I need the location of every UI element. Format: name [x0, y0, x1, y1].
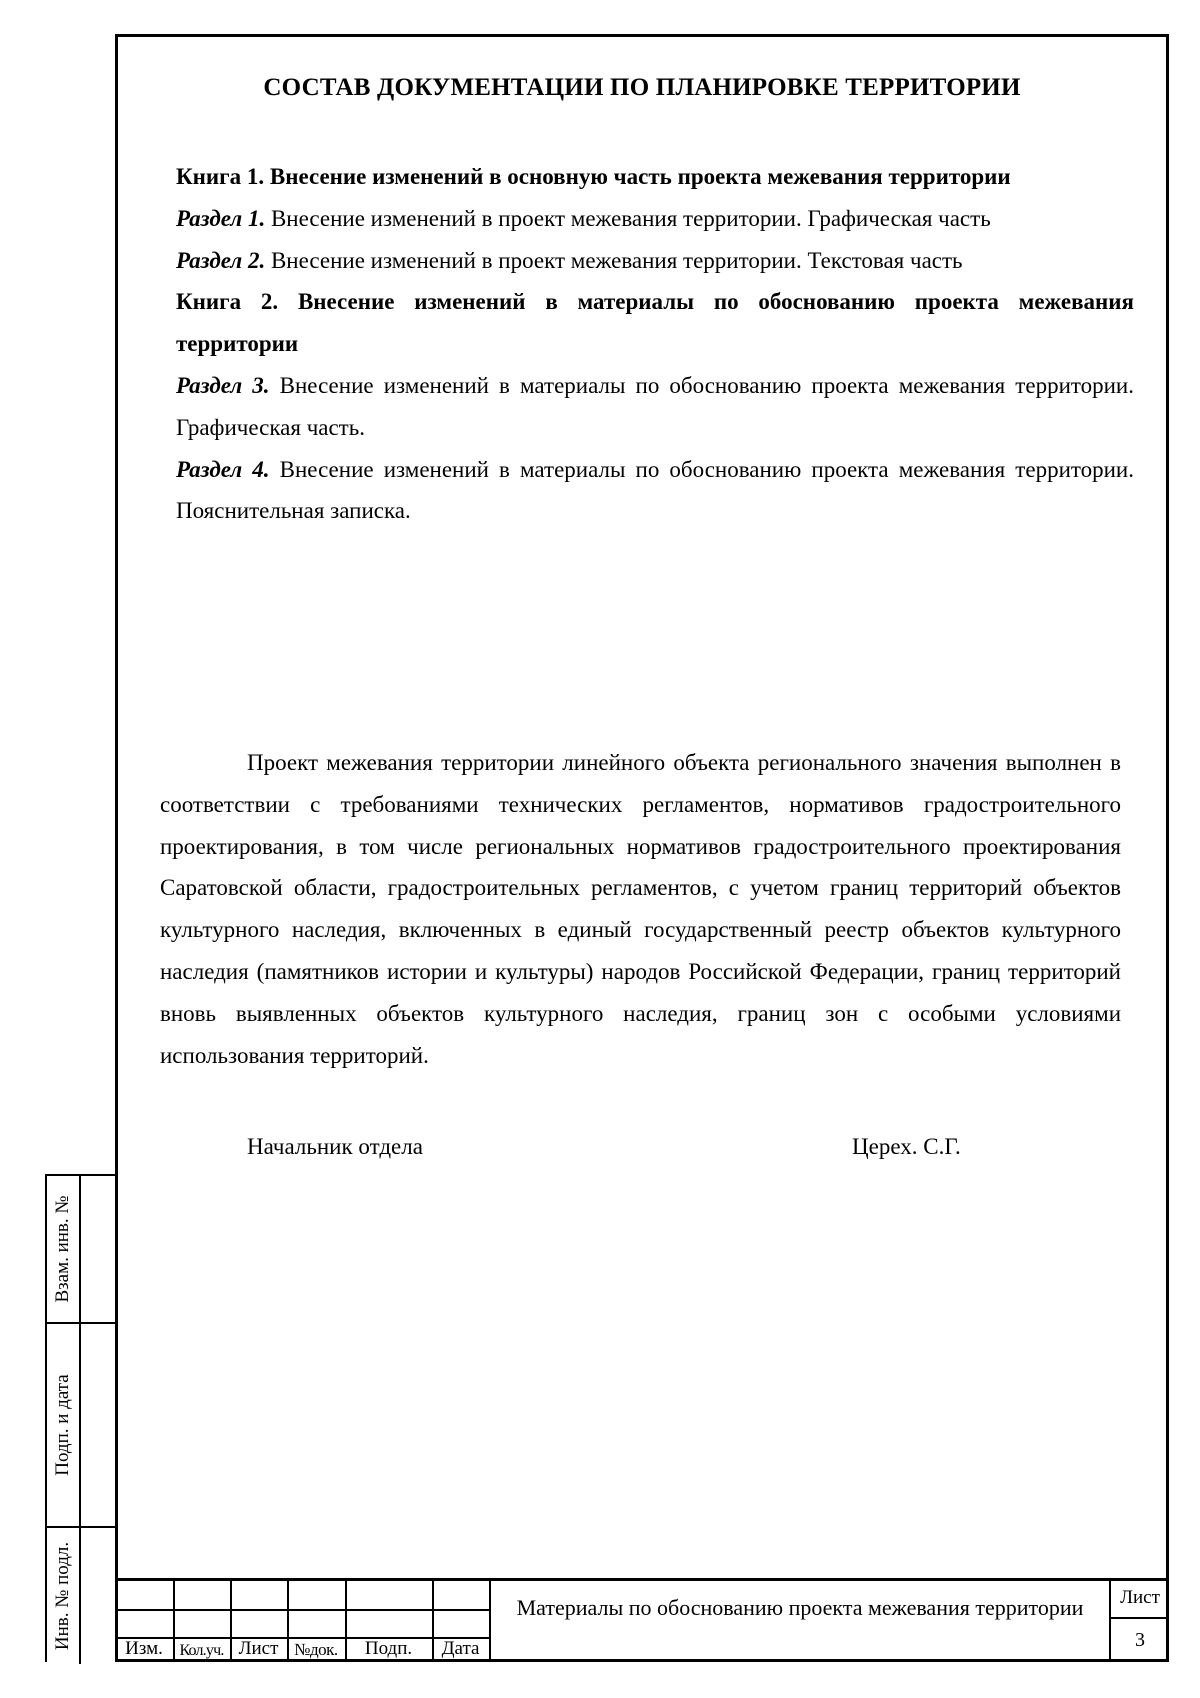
section-3-text: Внесение изменений в материалы по обоснованию проекта межевания территории. Графическая часть. — [176, 372, 1134, 440]
document-name: Материалы по обоснованию проекта межевания территории — [516, 1595, 1084, 1620]
header-izm: Изм. — [125, 1638, 163, 1659]
signatory-name: Церех. С.Г. — [852, 1134, 961, 1159]
section-2 — [176, 240, 1134, 282]
side-cell-replaced-inv — [47, 1176, 81, 1324]
section-1-label: Раздел 1. — [176, 205, 266, 231]
side-label-sign-date: Подп. и дата — [52, 1374, 73, 1476]
side-value-orig-inv — [81, 1528, 117, 1664]
title-block-row-line — [1109, 1617, 1169, 1619]
header-podp: Подп. — [364, 1638, 413, 1659]
contents-list — [176, 156, 1134, 532]
section-3-label: Раздел 3. — [176, 372, 270, 398]
side-value-replaced-inv — [81, 1176, 117, 1324]
section-3 — [176, 365, 1134, 449]
header-list: Лист — [238, 1638, 279, 1659]
sheet-label: Лист — [1120, 1587, 1160, 1608]
title-block — [115, 1578, 1169, 1662]
section-2-label: Раздел 2. — [176, 247, 266, 273]
side-stamp — [45, 1174, 115, 1662]
section-4-text: Внесение изменений в материалы по обоснованию проекта межевания территории. Пояснительная записка. — [176, 456, 1134, 524]
side-value-sign-date — [81, 1324, 117, 1528]
section-4 — [176, 449, 1134, 533]
side-cell-sign-date — [47, 1324, 81, 1528]
book-1-heading: Книга 1. Внесение изменений в основную часть проекта межевания территории — [176, 164, 1011, 189]
side-label-orig-inv: Инв. № подл. — [52, 1541, 73, 1651]
side-cell-orig-inv — [47, 1528, 81, 1664]
side-label-replaced-inv: Взам. инв. № — [52, 1195, 73, 1303]
header-data: Дата — [441, 1638, 480, 1659]
header-ndok: №док. — [294, 1640, 338, 1659]
section-2-text: Внесение изменений в проект межевания территории. Текстовая часть — [265, 247, 963, 273]
sheet-number: 3 — [1135, 1629, 1145, 1651]
signatory-role: Начальник отдела — [247, 1134, 423, 1159]
book-2-heading: Книга 2. Внесение изменений в материалы по обоснованию проекта межевания территории — [176, 289, 1134, 357]
document-title: СОСТАВ ДОКУМЕНТАЦИИ ПО ПЛАНИРОВКЕ ТЕРРИТОРИИ — [263, 74, 1021, 101]
section-1-text: Внесение изменений в проект межевания территории. Графическая часть — [265, 205, 991, 231]
compliance-paragraph: Проект межевания территории линейного объекта регионального значения выполнен в соответствии с требованиями технических регламентов, нормативов градостроительного проектирования, в том числе региональных нормативов градостроительного проектирования Саратовской области, градостроительных регламентов, с учетом границ территорий объектов культурного наследия, включенных в единый государственный реестр объектов культурного наследия (памятников истории и культуры) народов Российской Федерации, границ территорий вновь выявленных объектов культурного наследия, границ зон с особыми условиями использования территорий. — [160, 750, 1121, 1068]
section-1 — [176, 198, 1134, 240]
header-kol-uch: Кол.уч. — [179, 1642, 224, 1659]
section-4-label: Раздел 4. — [176, 456, 270, 482]
